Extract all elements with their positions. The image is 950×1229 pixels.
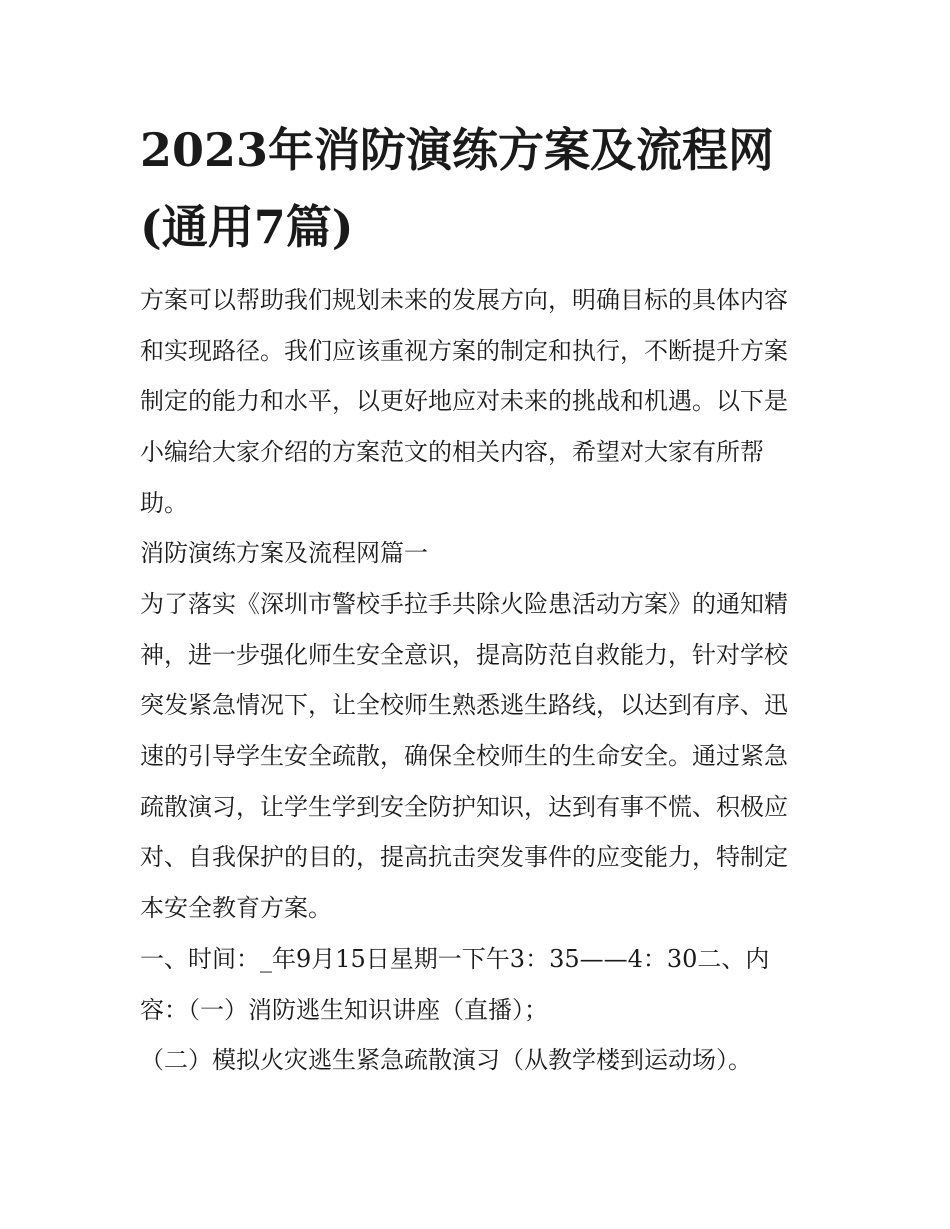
intro-line-2: 和实现路径。我们应该重视方案的制定和执行，不断提升方案 bbox=[140, 337, 788, 365]
document-title-line-1: 2023年消防演练方案及流程网 bbox=[140, 123, 775, 177]
body-line-3: 突发紧急情况下，让全校师生熟悉逃生路线，以达到有序、迅 bbox=[140, 691, 788, 719]
intro-line-1: 方案可以帮助我们规划未来的发展方向，明确目标的具体内容 bbox=[140, 286, 788, 314]
body-line-6: 对、自我保护的目的，提高抗击突发事件的应变能力，特制定 bbox=[140, 843, 788, 871]
intro-line-3: 制定的能力和水平，以更好地应对未来的挑战和机遇。以下是 bbox=[140, 387, 788, 415]
content-line-2: （二）模拟火灾逃生紧急疏散演习（从教学楼到运动场）。 bbox=[140, 1046, 752, 1074]
intro-line-4: 小编给大家介绍的方案范文的相关内容，希望对大家有所帮 bbox=[140, 438, 764, 466]
body-line-4: 速的引导学生安全疏散，确保全校师生的生命安全。通过紧急 bbox=[140, 742, 788, 770]
content-line-1: 容：（一）消防逃生知识讲座（直播）； bbox=[140, 996, 548, 1024]
time-line: 一、时间：_年9月15日星期一下午3：35——4：30二、内 bbox=[140, 945, 770, 973]
body-line-1: 为了落实《深圳市警校手拉手共除火险患活动方案》的通知精 bbox=[140, 590, 788, 618]
section-heading: 消防演练方案及流程网篇一 bbox=[140, 539, 428, 567]
body-line-2: 神，进一步强化师生安全意识，提高防范自救能力，针对学校 bbox=[140, 641, 788, 669]
document-title-line-2: (通用7篇) bbox=[140, 200, 354, 254]
body-line-7: 本安全教育方案。 bbox=[140, 894, 332, 922]
body-line-5: 疏散演习，让学生学到安全防护知识，达到有事不慌、积极应 bbox=[140, 793, 788, 821]
intro-line-5: 助。 bbox=[140, 489, 188, 517]
